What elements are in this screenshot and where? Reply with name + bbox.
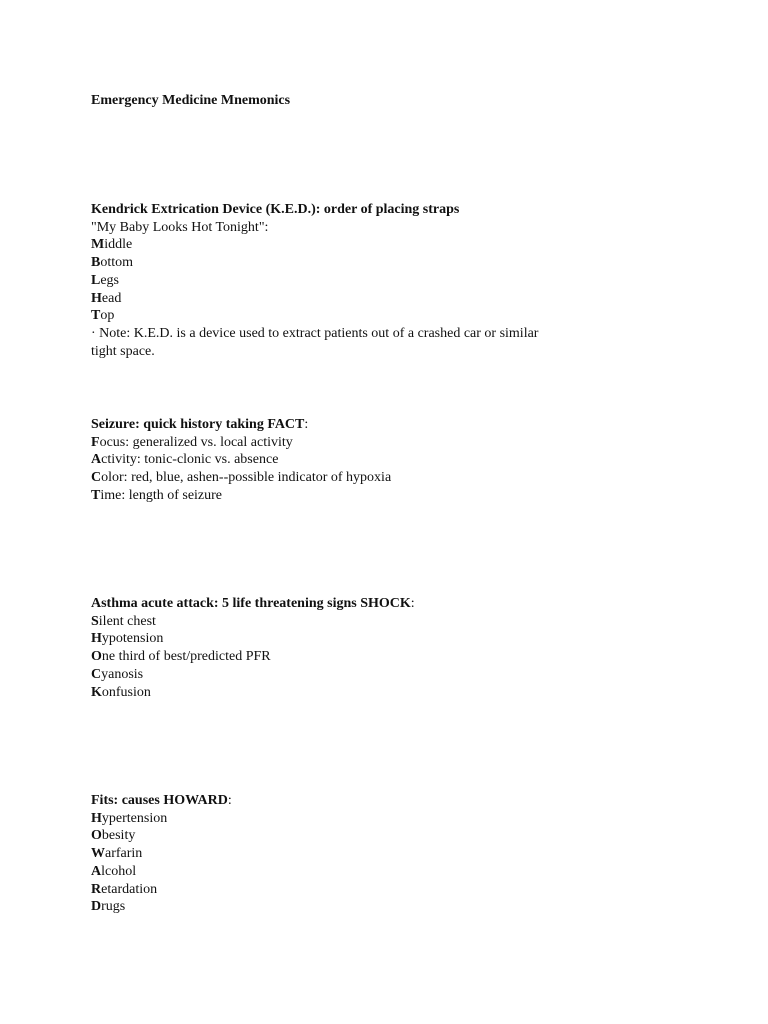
- list-item: Drugs: [91, 899, 126, 915]
- list-item: Focus: generalized vs. local activity: [91, 434, 293, 450]
- list-item: Alcohol: [91, 863, 137, 879]
- mnemonic-phrase: "My Baby Looks Hot Tonight":: [91, 219, 269, 235]
- list-item: Activity: tonic-clonic vs. absence: [91, 452, 279, 468]
- section-heading: Kendrick Extrication Device (K.E.D.): order of placing straps: [91, 202, 460, 217]
- list-item: Middle: [91, 237, 133, 253]
- list-item: Silent chest: [91, 613, 156, 629]
- list-item: Color: red, blue, ashen--possible indicator of hypoxia: [91, 470, 392, 486]
- section-heading: Asthma acute attack: 5 life threatening signs SHOCK:: [91, 596, 415, 611]
- section-asthma: [91, 595, 551, 701]
- section-heading: Fits: causes HOWARD:: [91, 793, 232, 808]
- list-item: Retardation: [91, 881, 158, 897]
- section-fits: [91, 792, 551, 916]
- list-item: Time: length of seizure: [91, 487, 223, 503]
- list-item: Warfarin: [91, 846, 143, 862]
- list-item: Top: [91, 308, 115, 324]
- list-item: One third of best/predicted PFR: [91, 649, 271, 665]
- list-item: Konfusion: [91, 684, 151, 700]
- list-item: Cyanosis: [91, 666, 144, 682]
- list-item: Legs: [91, 272, 120, 288]
- note-text: · Note: K.E.D. is a device used to extract patients out of a crashed car or similar tight space.: [91, 325, 539, 359]
- list-item: Head: [91, 290, 122, 306]
- list-item: Hypotension: [91, 631, 164, 647]
- section-seizure: [91, 416, 551, 505]
- list-item: Obesity: [91, 828, 136, 844]
- section-ked: [91, 201, 551, 360]
- document-title: Emergency Medicine Mnemonics: [91, 93, 291, 108]
- section-heading: Seizure: quick history taking FACT:: [91, 417, 309, 432]
- list-item: Hypertension: [91, 810, 168, 826]
- list-item: Bottom: [91, 255, 134, 271]
